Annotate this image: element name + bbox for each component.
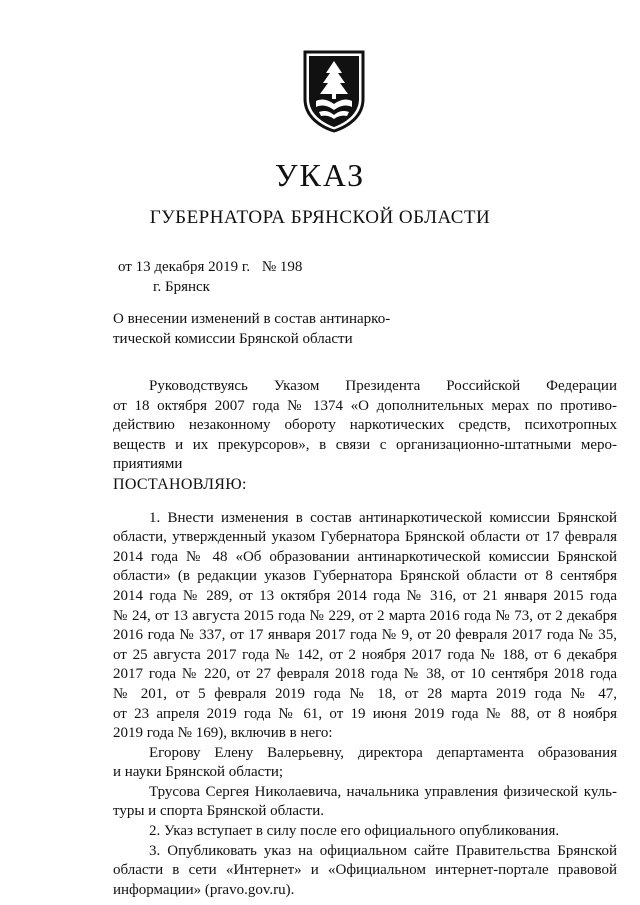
clause-line: области, утвержденный указом Губернатора Брянской области от 17 февраля: [113, 529, 617, 546]
clause-line: 2014 года № 289, от 13 октября 2014 года № 316, от 21 января 2015 года: [113, 587, 617, 604]
preamble-line: действию незаконному обороту наркотических средств, психотропных: [113, 417, 617, 434]
clause-2: [113, 822, 617, 842]
document-city: г. Брянск: [153, 279, 210, 295]
clause-line: № 24, от 13 августа 2015 года № 229, от 2 марта 2016 года № 73, от 2 декабря: [113, 607, 617, 624]
date-prefix: от: [118, 259, 132, 275]
preamble: [113, 377, 617, 495]
clause-line: информации» (pravo.gov.ru).: [113, 881, 295, 898]
date-line: [118, 258, 302, 276]
clause-line: от 25 августа 2017 года № 142, от 2 ноября 2017 года № 188, от 6 декабря: [113, 646, 617, 663]
clause-line: 1. Внести изменения в состав антинаркотической комиссии Брянской: [149, 509, 617, 526]
document-subject: [113, 309, 413, 349]
preamble-line: от 18 октября 2007 года № 1374 «О дополнительных мерах по противо-: [113, 397, 617, 414]
document-title: УКАЗ: [274, 157, 366, 193]
member-1: [113, 744, 617, 783]
clause-3: [113, 842, 617, 901]
subject-line: О внесении изменений в состав антинарко-: [113, 311, 391, 327]
clause-line: от 23 апреля 2019 года № 61, от 19 июня 2019 года № 88, от 8 ноября: [113, 705, 617, 722]
clause-line: № 201, от 5 февраля 2019 года № 18, от 28 марта 2019 года № 47,: [113, 685, 617, 702]
document-body: [113, 377, 617, 900]
member-line: и науки Брянской области;: [113, 764, 284, 781]
clause-line: 3. Опубликовать указ на официальном сайте Правительства Брянской: [149, 842, 617, 859]
document-number: 198: [279, 259, 303, 275]
preamble-line: веществ и их прекурсоров», в связи с организационно-штатными меро-: [113, 436, 617, 453]
clause-line: 2. Указ вступает в силу после его официального опубликования.: [149, 823, 560, 840]
member-2: [113, 783, 617, 822]
clause-line: области в сети «Интернет» и «Официальном интернет-портале правовой: [113, 862, 617, 879]
preamble-line: приятиями: [113, 456, 183, 473]
member-line: туры и спорта Брянской области.: [113, 803, 324, 820]
member-line: Трусова Сергея Николаевича, начальника управления физической куль-: [149, 783, 617, 800]
coat-of-arms-icon: [301, 49, 367, 133]
clause-1: [113, 509, 617, 744]
subject-line: тической комиссии Брянской области: [113, 331, 353, 347]
clause-line: области» (в редакции указов Губернатора Брянской области от 8 сентября: [113, 568, 617, 585]
clause-line: 2017 года № 220, от 27 февраля 2018 года № 38, от 10 сентября 2018 года: [113, 666, 617, 683]
preamble-line: Руководствуясь Указом Президента Российской Федерации: [149, 378, 617, 394]
clause-line: 2014 года № 48 «Об образовании антинаркотической комиссии Брянской: [113, 548, 617, 565]
member-line: Егорову Елену Валерьевну, директора департамента образования: [149, 744, 617, 761]
document-date: 13 декабря 2019 г.: [135, 259, 251, 275]
issuing-authority: ГУБЕРНАТОРА БРЯНСКОЙ ОБЛАСТИ: [149, 207, 491, 228]
number-sign: №: [261, 259, 277, 275]
clause-line: 2016 года № 337, от 17 января 2017 года № 9, от 20 февраля 2017 года № 35,: [113, 627, 617, 644]
decree-word: ПОСТАНОВЛЯЮ:: [113, 475, 247, 493]
clause-line: 2019 года № 169), включив в него:: [113, 725, 333, 742]
